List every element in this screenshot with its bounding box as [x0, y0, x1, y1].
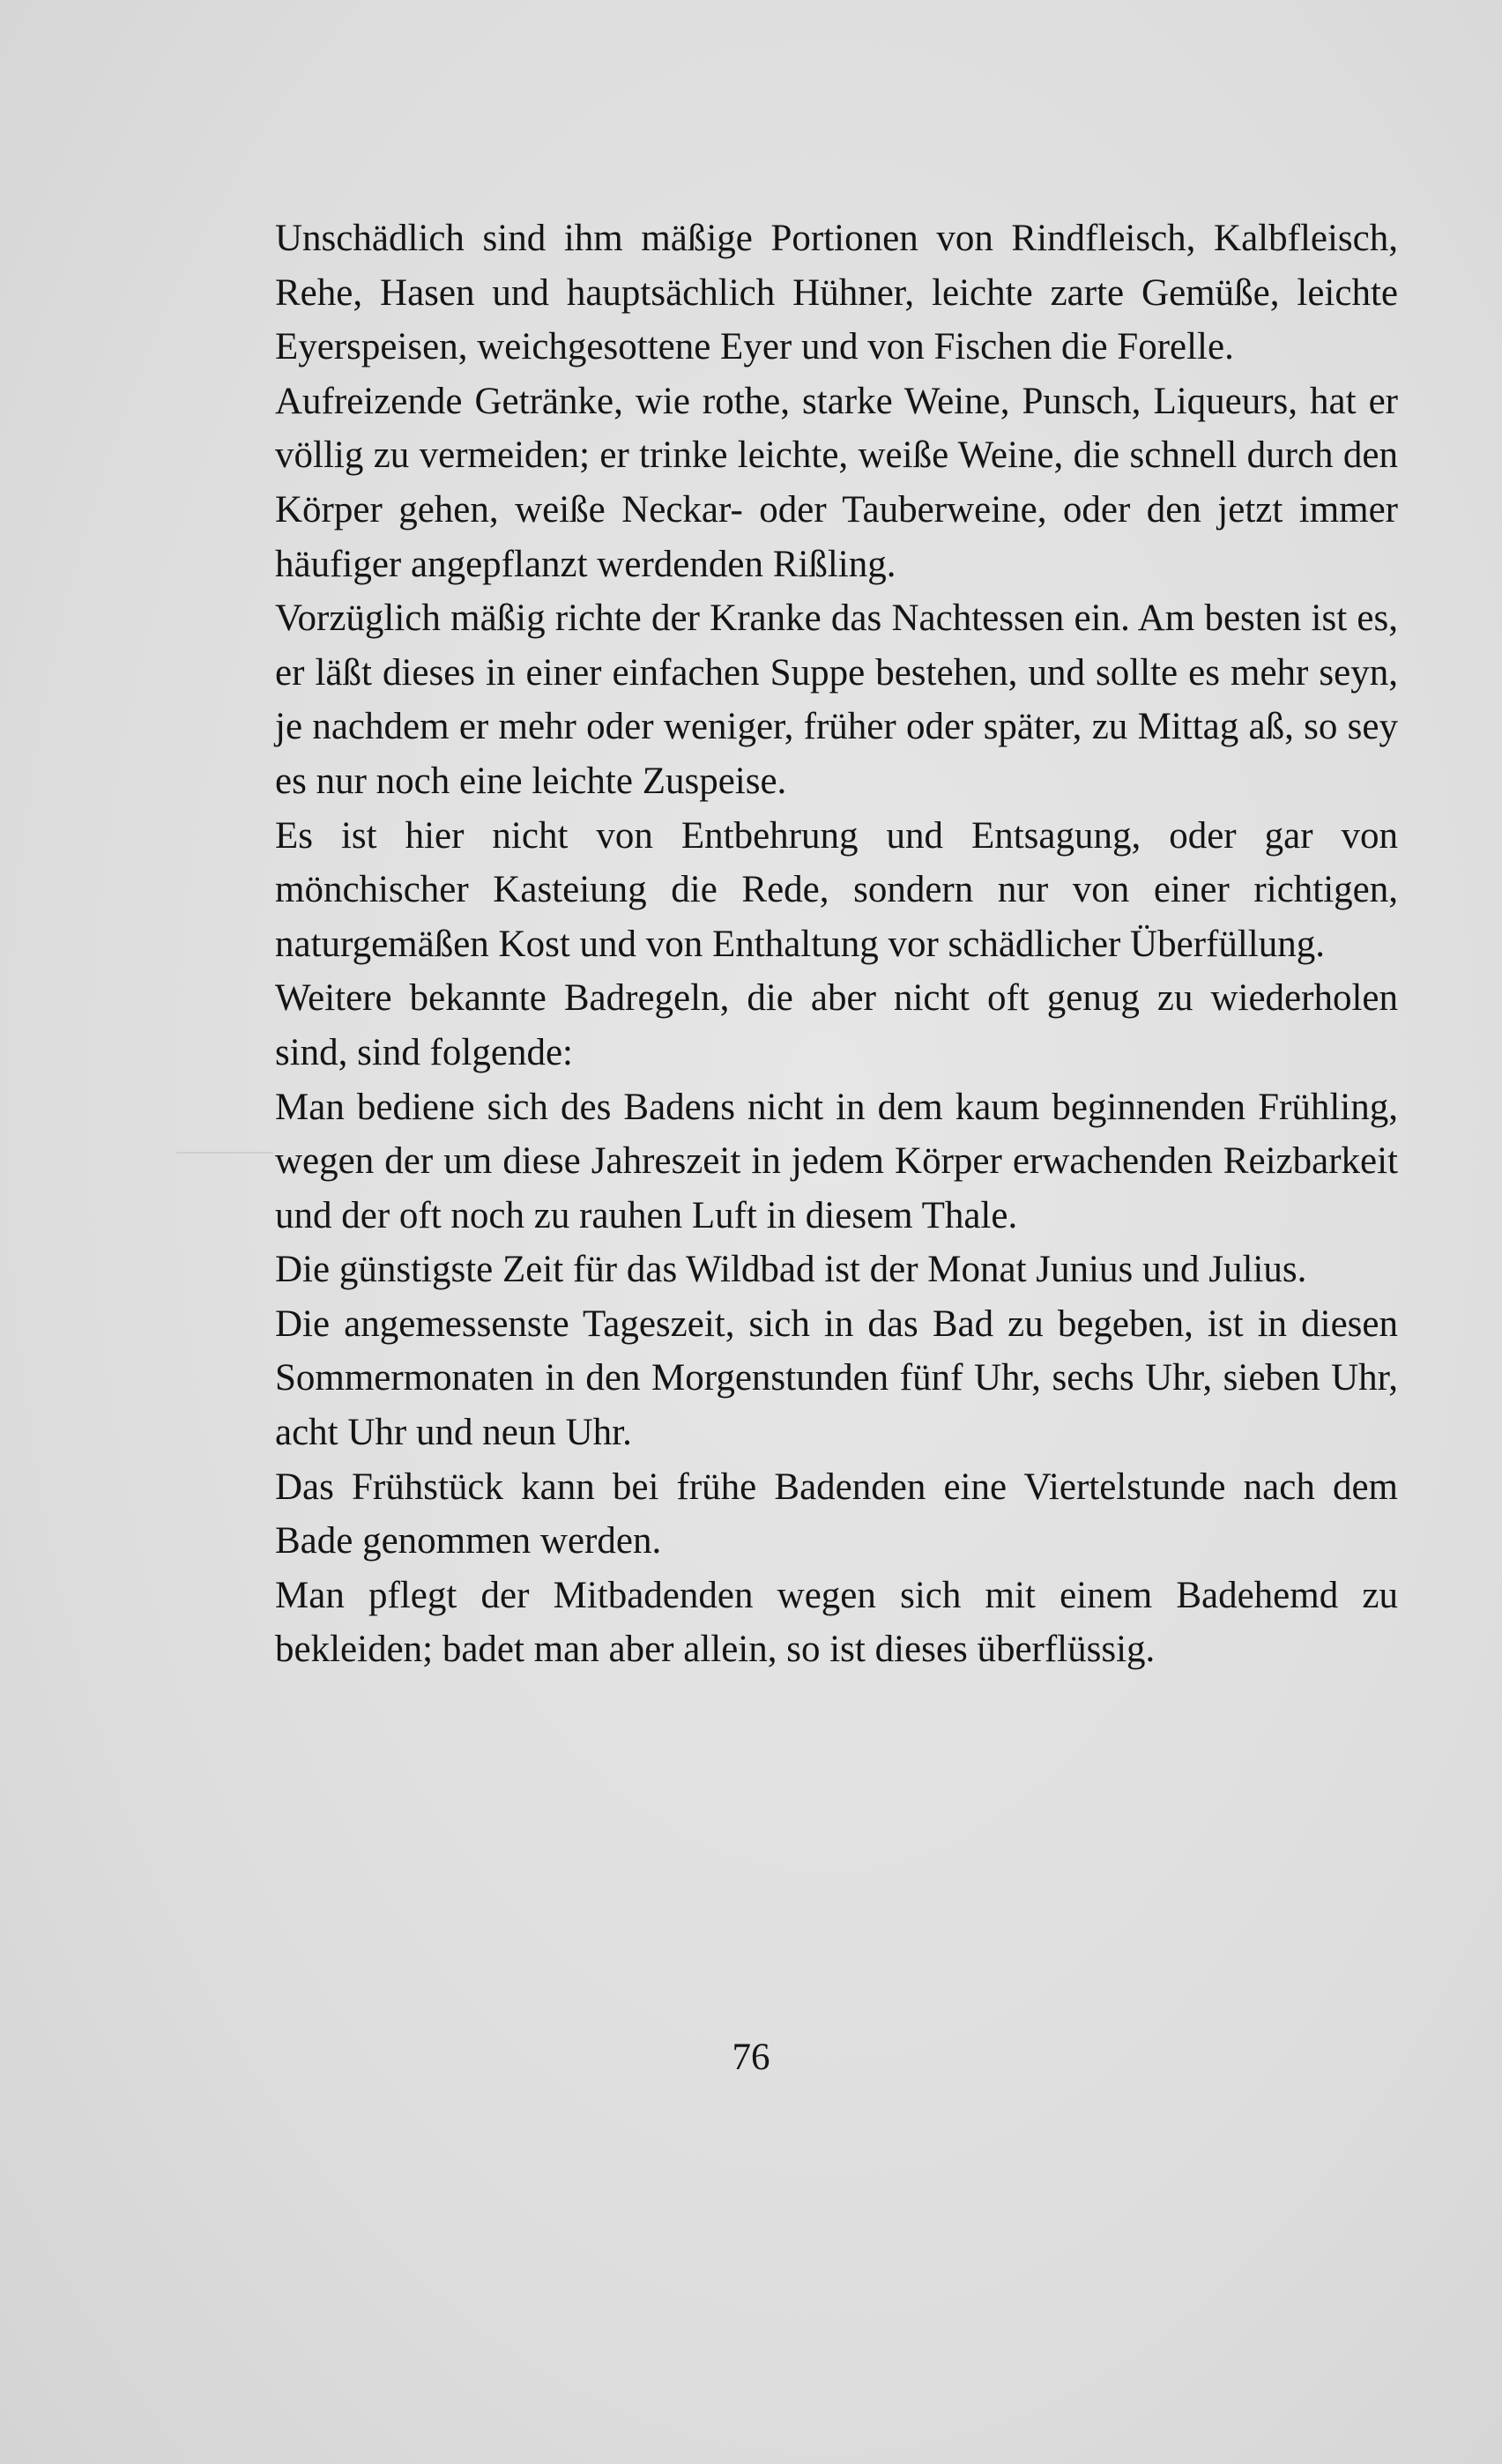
paragraph-1: Unschädlich sind ihm mäßige Portionen von Rindfleisch, Kalbfleisch, Rehe, Hasen und hauptsächlich Hühner, leichte zarte Gemüße, leichte Eyerspeisen, weichgesottene Eyer und von Fischen die Forelle.	[275, 218, 1398, 368]
paragraph-9: Das Frühstück kann bei frühe Badenden eine Viertelstunde nach dem Bade genommen werden.	[275, 1466, 1398, 1562]
page-number: 76	[732, 2037, 770, 2078]
paragraph-5: Weitere bekannte Badregeln, die aber nicht oft genug zu wiederholen sind, sind folgende:	[275, 977, 1398, 1073]
paragraph-7: Die günstigste Zeit für das Wildbad ist der Monat Junius und Julius.	[275, 1249, 1307, 1291]
body-text	[275, 212, 1398, 1677]
paragraph-2: Aufreizende Getränke, wie rothe, starke Weine, Punsch, Liqueurs, hat er völlig zu vermeiden; er trinke leichte, weiße Weine, die schnell durch den Körper gehen, weiße Neckar- oder Tauberweine, oder den jetzt immer häufiger angepflanzt werdenden Rißling.	[275, 380, 1398, 585]
paragraph-3: Vorzüglich mäßig richte der Kranke das Nachtessen ein. Am besten ist es, er läßt dieses in einer einfachen Suppe bestehen, und sollte es mehr seyn, je nachdem er mehr oder weniger, früher oder später, zu Mittag aß, so sey es nur noch eine leichte Zuspeise.	[275, 597, 1398, 802]
paragraph-4: Es ist hier nicht von Entbehrung und Entsagung, oder gar von mönchischer Kasteiung die Rede, sondern nur von einer richtigen, naturgemäßen Kost und von Enthaltung vor schädlicher Überfüllung.	[275, 814, 1398, 965]
paragraph-10: Man pflegt der Mitbadenden wegen sich mit einem Badehemd zu bekleiden; badet man aber allein, so ist dieses überflüssig.	[275, 1574, 1398, 1671]
paragraph-6: Man bediene sich des Badens nicht in dem kaum beginnenden Frühling, wegen der um diese Jahreszeit in jedem Körper erwachenden Reizbarkeit und der oft noch zu rauhen Luft in diesem Thale.	[275, 1086, 1398, 1236]
paragraph-8: Die angemessenste Tageszeit, sich in das Bad zu begeben, ist in diesen Sommermonaten in den Morgenstunden fünf Uhr, sechs Uhr, sieben Uhr, acht Uhr und neun Uhr.	[275, 1303, 1398, 1454]
margin-mark	[176, 1152, 273, 1154]
